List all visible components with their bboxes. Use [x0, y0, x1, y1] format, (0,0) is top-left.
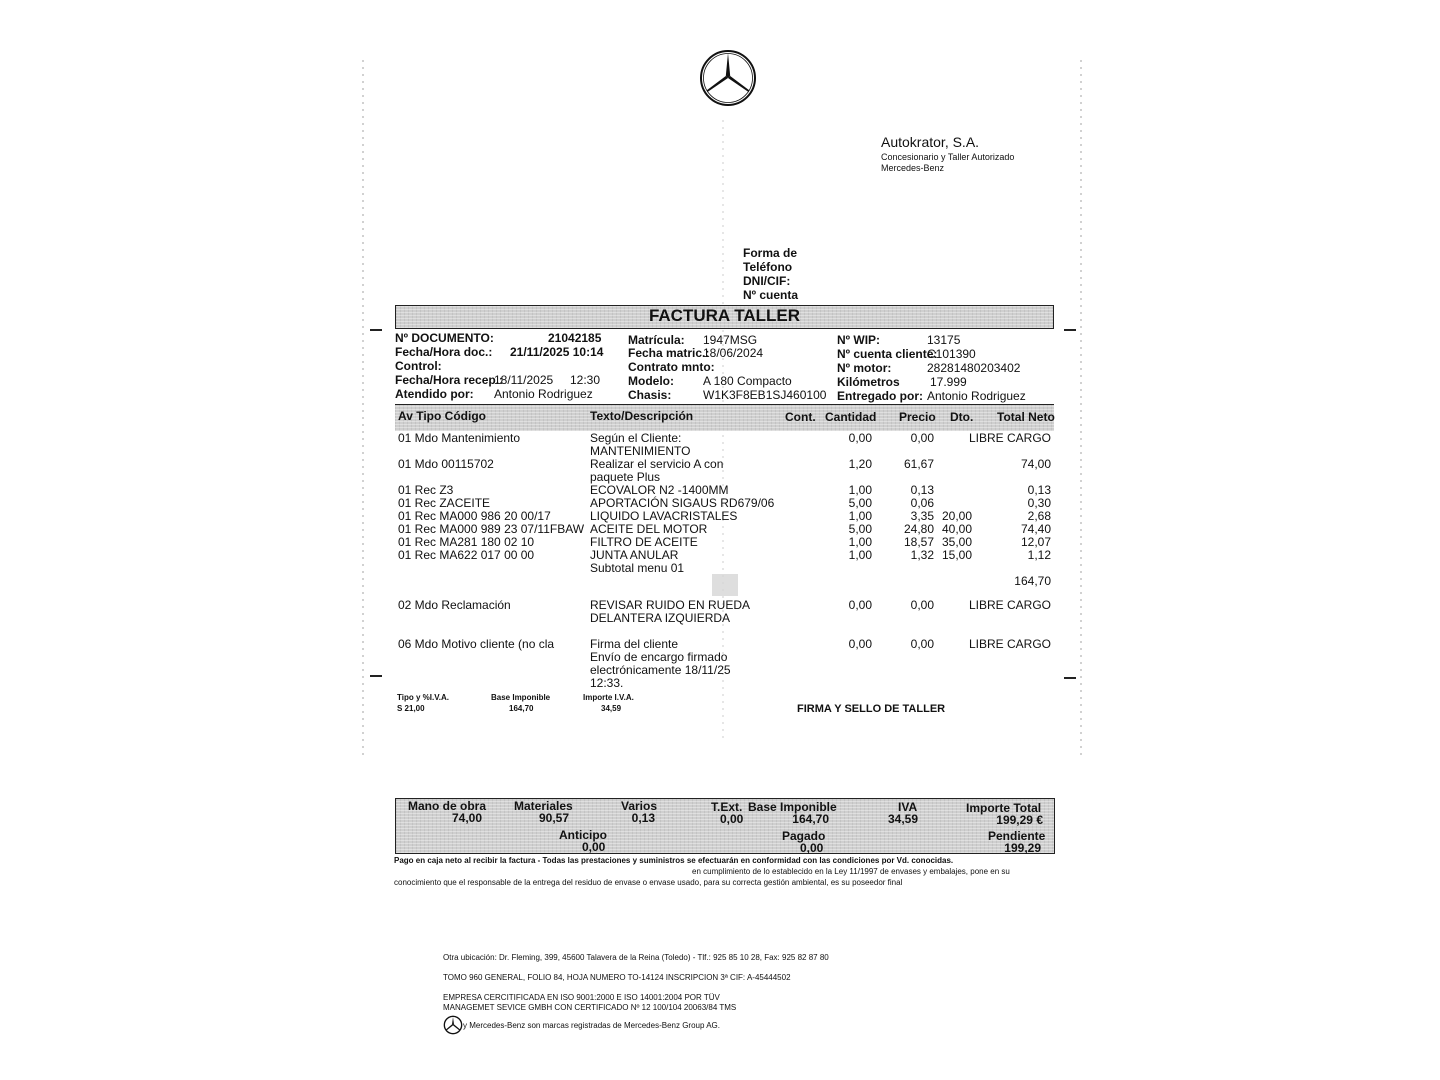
table-row: 01 Rec MA281 180 02 10 FILTRO DE ACEITE 1,00 18,57 35,00 12,07: [398, 535, 1051, 549]
table-row: 01 Rec MA000 989 23 07/11FBAW ACEITE DEL MOTOR 5,00 24,80 40,00 74,40: [398, 522, 1051, 536]
vat-value: 34,59: [888, 812, 919, 826]
contract-label: Contrato mnto:: [628, 360, 715, 374]
table-row: 01 Rec ZACEITE APORTACIÓN SIGAUS RD679/06 5,00 0,06 0,30: [398, 496, 1051, 510]
table-row: Subtotal menu 01: [590, 561, 685, 575]
vat-base-label: Base Imponible: [491, 693, 551, 702]
delivered-by-label: Entregado por:: [837, 389, 923, 403]
payment-terms: Pago en caja neto al recibir la factura - Todas las prestaciones y suministros se efectuarán en conformidad con las condiciones por Vd. conocidas.: [394, 856, 954, 865]
packaging-disposal-note: conocimiento que el responsable de la entrega del residuo de envase o envase usado, para su correcta gestión ambiental, es su poseedor final: [394, 878, 903, 887]
registration-date-label: Fecha matric.:: [628, 346, 710, 360]
company-name: Autokrator, S.A.: [881, 134, 980, 150]
vat-type-label: Tipo y %I.V.A.: [397, 693, 450, 702]
account-label: Nº cuenta: [743, 288, 799, 302]
reception-time-value: 12:30: [570, 373, 601, 387]
table-row: 01 Rec MA622 017 00 00 JUNTA ANULAR 1,00 1,32 15,00 1,12: [398, 548, 1051, 562]
mileage-value: 17.999: [930, 375, 967, 389]
phone-label: Teléfono: [743, 260, 793, 274]
table-row: 02 Mdo Reclamación REVISAR RUIDO EN RUEDA 0,00 0,00 LIBRE CARGO: [398, 598, 1051, 612]
footer-registry: TOMO 960 GENERAL, FOLIO 84, HOJA NUMERO TO-14124 INSCRIPCION 3ª CIF: A-45444502: [443, 973, 791, 982]
footer-trademark: y Mercedes-Benz son marcas registradas de Mercedes-Benz Group AG.: [463, 1021, 720, 1030]
external-label: T.Ext.: [711, 800, 743, 814]
engine-label: Nº motor:: [837, 361, 892, 375]
table-row: 12:33.: [590, 676, 624, 690]
attended-by-value: Antonio Rodriguez: [494, 387, 593, 401]
reception-date-value: 18/11/2025: [494, 373, 554, 387]
footer-certification-2: MANAGEMET SEVICE GMBH CON CERTIFICADO Nº 12 100/104 20063/84 TMS: [443, 1003, 737, 1012]
fold-mark: [1064, 329, 1076, 331]
table-row: 06 Mdo Motivo cliente (no cla Firma del cliente 0,00 0,00 LIBRE CARGO: [398, 637, 1051, 651]
vat-type-value: S 21,00: [397, 704, 425, 713]
labor-value: 74,00: [451, 811, 482, 825]
model-label: Modelo:: [628, 374, 674, 388]
table-row: 01 Rec Z3 ECOVALOR N2 -1400MM 1,00 0,13 0,13: [398, 483, 1051, 497]
tax-base-label: Base Imponible: [748, 800, 837, 814]
signature-stamp-label: FIRMA Y SELLO DE TALLER: [797, 703, 946, 715]
table-row: electrónicamente 18/11/25: [590, 663, 731, 677]
col-code: Av Tipo Código: [398, 409, 486, 423]
fold-mark: [370, 329, 382, 331]
company-tagline: Concesionario y Taller Autorizado: [881, 152, 1015, 162]
doc-number-value: 21042185: [548, 331, 602, 345]
payment-label: Forma de: [743, 246, 798, 260]
scan-artifact: [1080, 60, 1082, 760]
mercedes-star-small-icon: [443, 1015, 463, 1035]
misc-label: Varios: [621, 799, 658, 813]
mileage-label: Kilómetros: [837, 375, 900, 389]
chassis-label: Chasis:: [628, 388, 672, 402]
misc-value: 0,13: [631, 811, 655, 825]
plate-value: 1947MSG: [703, 333, 758, 347]
delivered-by-value: Antonio Rodriguez: [927, 389, 1026, 403]
advance-value: 0,00: [582, 840, 606, 854]
paid-value: 0,00: [800, 841, 824, 855]
reception-date-label: Fecha/Hora recep.:: [395, 373, 504, 387]
table-row: 164,70: [1014, 574, 1051, 588]
scan-artifact: [362, 60, 364, 760]
model-value: A 180 Compacto: [703, 374, 792, 388]
line-items-customer: [398, 638, 1054, 690]
control-label: Control:: [395, 359, 442, 373]
vat-label: IVA: [898, 800, 918, 814]
vat-amount-value: 34,59: [601, 704, 622, 713]
table-row: 01 Rec MA000 986 20 00/17 LIQUIDO LAVACRISTALES 1,00 3,35 20,00 2,68: [398, 509, 1051, 523]
footer-certification-1: EMPRESA CERCITIFICADA EN ISO 9001:2000 E ISO 14001:2004 POR TÜV: [443, 993, 720, 1002]
labor-label: Mano de obra: [408, 799, 487, 813]
vat-amount-label: Importe I.V.A.: [583, 693, 634, 702]
materials-value: 90,57: [538, 811, 569, 825]
document-title: FACTURA TALLER: [648, 306, 801, 325]
col-description: Texto/Descripción: [590, 409, 694, 423]
table-row: MANTENIMIENTO: [590, 444, 691, 458]
external-value: 0,00: [720, 812, 744, 826]
table-row: Envío de encargo firmado: [590, 650, 728, 664]
company-brand: Mercedes-Benz: [881, 163, 945, 173]
packaging-law-note: en cumplimiento de lo establecido en la Ley 11/1997 de envases y embalajes, pone en su: [692, 867, 1010, 876]
line-items-claim: [398, 599, 1054, 625]
table-row: 01 Mdo Mantenimiento Según el Cliente: 0,00 0,00 LIBRE CARGO: [398, 431, 1051, 445]
footer-address: Otra ubicación: Dr. Fleming, 399, 45600 Talavera de la Reina (Toledo) - Tlf.: 925 85 10 28, Fax: 925 82 87 80: [443, 953, 829, 962]
doc-date-value: 21/11/2025 10:14: [510, 345, 604, 359]
mercedes-star-logo: [698, 48, 758, 108]
col-total: Total Neto: [997, 410, 1055, 424]
wip-value: 13175: [927, 333, 961, 347]
engine-value: 28281480203402: [927, 361, 1021, 375]
advance-label: Anticipo: [559, 828, 607, 842]
table-row: DELANTERA IZQUIERDA: [590, 611, 731, 625]
pending-value: 199,29: [1004, 841, 1041, 855]
col-discount: Dto.: [950, 410, 974, 424]
col-quantity: Cantidad: [825, 410, 877, 424]
scan-smudge: [712, 574, 738, 596]
attended-by-label: Atendido por:: [395, 387, 474, 401]
registration-date-value: 18/06/2024: [703, 346, 764, 360]
fold-mark: [370, 675, 382, 677]
customer-account-label: Nº cuenta cliente:: [837, 347, 938, 361]
table-row: paquete Plus: [590, 470, 661, 484]
customer-labels: [743, 246, 798, 302]
grand-total-label: Importe Total: [966, 801, 1042, 815]
doc-number-label: Nº DOCUMENTO:: [395, 331, 494, 345]
col-cont: Cont.: [785, 410, 816, 424]
dni-label: DNI/CIF:: [743, 274, 791, 288]
fold-mark: [1064, 677, 1076, 679]
vat-base-value: 164,70: [509, 704, 534, 713]
col-price: Precio: [899, 410, 936, 424]
tax-base-value: 164,70: [792, 812, 829, 826]
pending-label: Pendiente: [988, 829, 1046, 843]
doc-date-label: Fecha/Hora doc.:: [395, 345, 493, 359]
paid-label: Pagado: [782, 829, 826, 843]
materials-label: Materiales: [514, 799, 573, 813]
plate-label: Matrícula:: [628, 333, 685, 347]
grand-total-value: 199,29 €: [996, 813, 1043, 827]
line-items: [398, 432, 1054, 588]
wip-label: Nº WIP:: [837, 333, 881, 347]
customer-account-value: C101390: [927, 347, 976, 361]
table-row: 01 Mdo 00115702 Realizar el servicio A con 1,20 61,67 74,00: [398, 457, 1051, 471]
chassis-value: W1K3F8EB1SJ460100: [703, 388, 827, 402]
